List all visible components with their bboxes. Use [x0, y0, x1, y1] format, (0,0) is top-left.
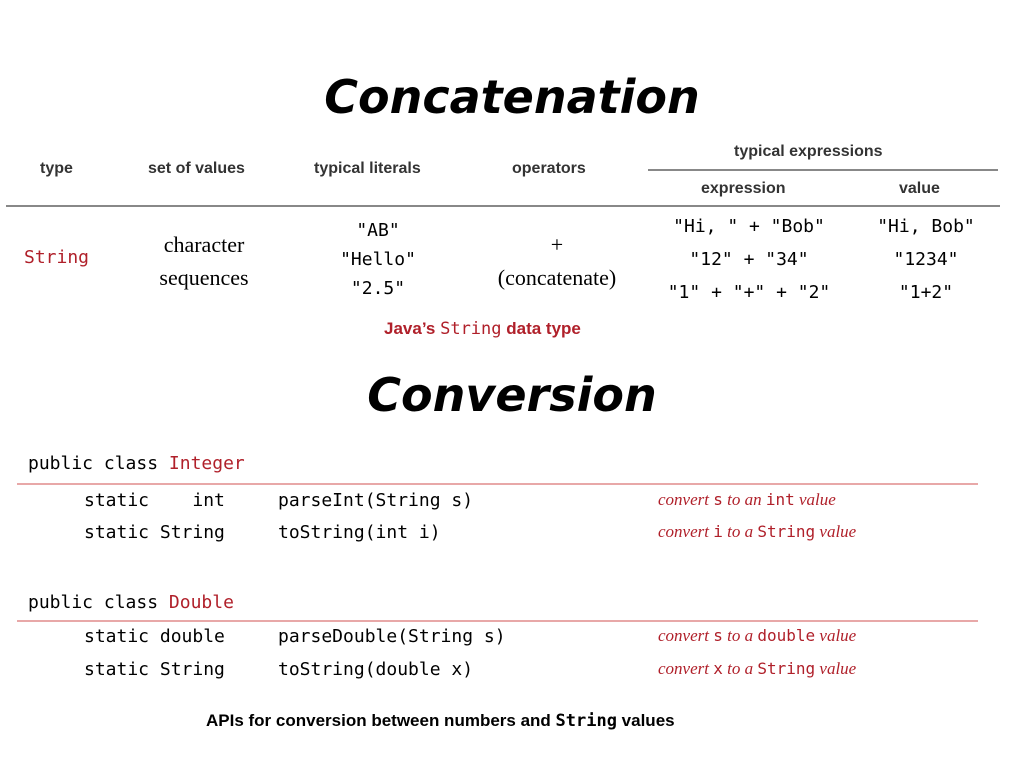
method-description: convert s to an int value	[658, 490, 836, 509]
expression: "Hi, " + "Bob"	[673, 216, 825, 237]
literal: "Hello"	[340, 249, 416, 270]
header-value: value	[899, 180, 940, 197]
operators-cell	[478, 228, 636, 294]
expression: "1" + "+" + "2"	[667, 282, 831, 303]
header-rule	[6, 205, 1000, 207]
expressions-cell	[650, 210, 848, 309]
method-modifiers: static double	[84, 626, 225, 647]
method-signature: parseInt(String s)	[278, 490, 474, 511]
class-declaration-integer	[28, 453, 245, 474]
class-rule	[17, 483, 978, 485]
method-modifiers: static int	[84, 490, 225, 511]
method-signature: parseDouble(String s)	[278, 626, 506, 647]
subheader-rule	[648, 169, 998, 171]
type-string: String	[24, 247, 90, 268]
method-modifiers: static String	[84, 659, 225, 680]
class-name: Integer	[168, 453, 245, 474]
concatenation-title: Concatenation	[324, 70, 700, 124]
conversion-title: Conversion	[367, 368, 657, 422]
caption-text: data type	[501, 319, 581, 338]
class-declaration-double	[28, 592, 234, 613]
method-row	[0, 626, 1024, 656]
literal: "AB"	[356, 220, 400, 241]
set-of-values-cell	[146, 228, 262, 294]
expression-value: "Hi, Bob"	[877, 216, 975, 237]
caption-code: String	[440, 319, 502, 339]
method-signature: toString(double x)	[278, 659, 474, 680]
class-rule	[17, 620, 978, 622]
method-row	[0, 659, 1024, 689]
header-typical-expressions: typical expressions	[734, 143, 883, 160]
header-type: type	[40, 160, 73, 177]
expression: "12" + "34"	[689, 249, 809, 270]
caption-code: String	[555, 711, 617, 731]
expression-value: "1234"	[893, 249, 959, 270]
method-modifiers: static String	[84, 522, 225, 543]
literal: "2.5"	[350, 278, 406, 299]
expression-value: "1+2"	[898, 282, 954, 303]
class-name: Double	[168, 592, 234, 613]
header-typical-literals: typical literals	[314, 160, 421, 177]
method-description: convert i to a String value	[658, 522, 857, 541]
caption-text: APIs for conversion between numbers and	[206, 711, 556, 730]
method-description: convert s to a double value	[658, 626, 857, 645]
set-of-values-line: character	[163, 232, 245, 257]
operator-symbol: +	[550, 232, 564, 257]
method-signature: toString(int i)	[278, 522, 441, 543]
class-keyword: public class	[28, 453, 169, 474]
operator-description: (concatenate)	[497, 265, 617, 290]
header-expression: expression	[701, 180, 786, 197]
conversion-caption	[206, 711, 675, 731]
caption-text: Java’s	[384, 319, 441, 338]
set-of-values-line: sequences	[159, 265, 249, 290]
values-cell	[866, 210, 986, 309]
method-description: convert x to a String value	[658, 659, 857, 678]
method-row	[0, 522, 1024, 552]
header-set-of-values: set of values	[148, 160, 245, 177]
header-operators: operators	[512, 160, 586, 177]
method-row	[0, 490, 1024, 520]
typical-literals-cell	[318, 216, 438, 303]
caption-text: values	[616, 711, 675, 730]
class-keyword: public class	[28, 592, 169, 613]
concatenation-caption	[384, 319, 581, 339]
